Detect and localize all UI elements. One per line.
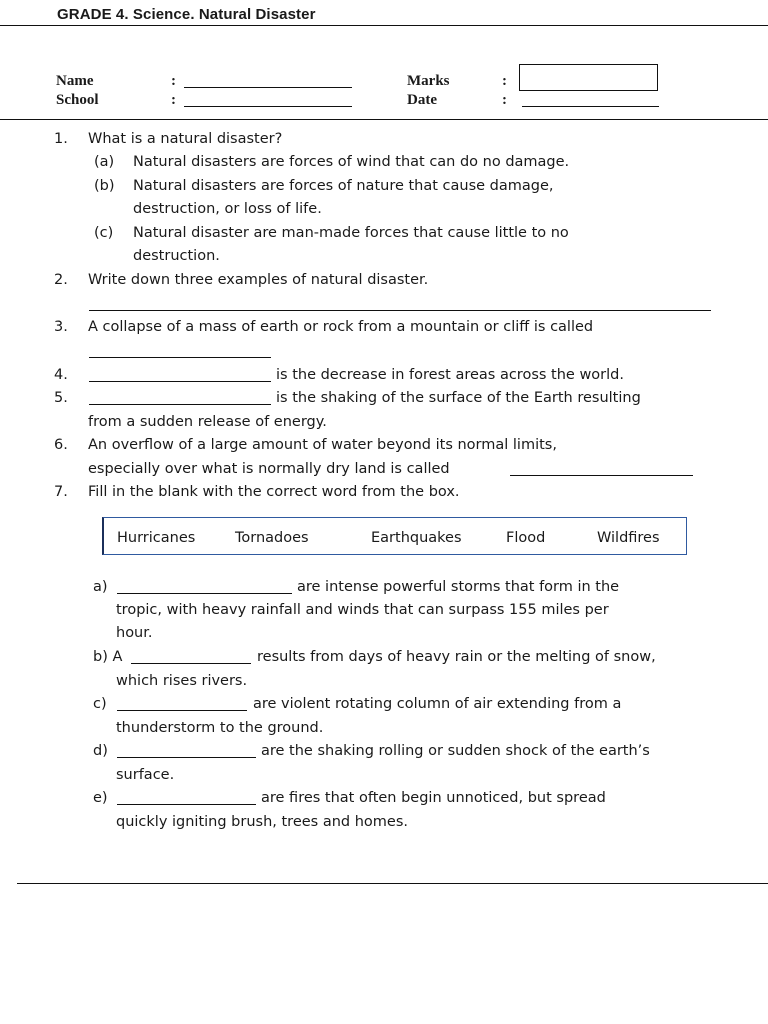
q3-text: A collapse of a mass of earth or rock from a mountain or cliff is called <box>88 319 594 335</box>
q1-option-c-label[interactable]: (c) <box>94 225 114 241</box>
school-field[interactable] <box>184 106 352 107</box>
q1-option-c-text: Natural disaster are man-made forces that cause little to no <box>133 225 569 241</box>
q3-number: 3. <box>54 319 68 335</box>
name-field[interactable] <box>184 87 352 88</box>
sub-d-answer-line[interactable] <box>117 757 256 758</box>
school-colon: : <box>171 92 176 108</box>
q5-answer-line[interactable] <box>89 404 271 405</box>
q3-answer-line[interactable] <box>89 357 271 358</box>
sub-d-text: are the shaking rolling or sudden shock of the earth’s <box>261 743 650 759</box>
q1-number: 1. <box>54 131 68 147</box>
word-flood: Flood <box>506 530 546 546</box>
q1-option-a-label[interactable]: (a) <box>94 154 115 170</box>
q2-answer-line[interactable] <box>89 310 711 311</box>
q5-text-cont: from a sudden release of energy. <box>88 414 327 430</box>
q1-text: What is a natural disaster? <box>88 131 283 147</box>
q1-option-b-text: Natural disasters are forces of nature that cause damage, <box>133 178 554 194</box>
name-label: Name <box>56 73 94 89</box>
name-colon: : <box>171 73 176 89</box>
sub-c-text-cont: thunderstorm to the ground. <box>116 720 324 736</box>
top-divider <box>0 25 768 26</box>
word-box <box>102 517 687 555</box>
date-colon: : <box>502 92 507 108</box>
date-field[interactable] <box>522 106 659 107</box>
q4-answer-line[interactable] <box>89 381 271 382</box>
q2-text: Write down three examples of natural disaster. <box>88 272 429 288</box>
sub-a-text-cont2: hour. <box>116 625 153 641</box>
sub-c-label: c) <box>93 696 107 712</box>
q1-option-b-text-cont: destruction, or loss of life. <box>133 201 322 217</box>
q4-number: 4. <box>54 367 68 383</box>
q7-number: 7. <box>54 484 68 500</box>
q1-option-a-text: Natural disasters are forces of wind that can do no damage. <box>133 154 570 170</box>
footer-divider <box>17 883 768 884</box>
marks-box[interactable] <box>519 64 658 91</box>
sub-b-answer-line[interactable] <box>131 663 251 664</box>
q5-text: is the shaking of the surface of the Earth resulting <box>276 390 641 406</box>
worksheet-title: GRADE 4. Science. Natural Disaster <box>57 6 316 23</box>
sub-b-text: results from days of heavy rain or the melting of snow, <box>257 649 656 665</box>
word-hurricanes: Hurricanes <box>117 530 196 546</box>
word-tornadoes: Tornadoes <box>235 530 309 546</box>
sub-b-text-cont: which rises rivers. <box>116 673 248 689</box>
q6-number: 6. <box>54 437 68 453</box>
sub-a-answer-line[interactable] <box>117 593 292 594</box>
sub-c-answer-line[interactable] <box>117 710 247 711</box>
sub-e-answer-line[interactable] <box>117 804 256 805</box>
q6-text-cont: especially over what is normally dry land is called <box>88 461 450 477</box>
school-label: School <box>56 92 99 108</box>
sub-c-text: are violent rotating column of air extending from a <box>253 696 622 712</box>
q6-text: An overflow of a large amount of water beyond its normal limits, <box>88 437 557 453</box>
sub-e-text: are fires that often begin unnoticed, but spread <box>261 790 606 806</box>
sub-e-label: e) <box>93 790 108 806</box>
word-earthquakes: Earthquakes <box>371 530 462 546</box>
sub-a-text: are intense powerful storms that form in the <box>297 579 620 595</box>
q1-option-b-label[interactable]: (b) <box>94 178 115 194</box>
q5-number: 5. <box>54 390 68 406</box>
sub-b-label: b) A <box>93 649 123 665</box>
q7-text: Fill in the blank with the correct word from the box. <box>88 484 460 500</box>
sub-e-text-cont: quickly igniting brush, trees and homes. <box>116 814 408 830</box>
sub-a-text-cont: tropic, with heavy rainfall and winds that can surpass 155 miles per <box>116 602 609 618</box>
marks-label: Marks <box>407 73 450 89</box>
q2-number: 2. <box>54 272 68 288</box>
marks-colon: : <box>502 73 507 89</box>
date-label: Date <box>407 92 437 108</box>
word-wildfires: Wildfires <box>597 530 660 546</box>
q1-option-c-text-cont: destruction. <box>133 248 220 264</box>
sub-d-label: d) <box>93 743 108 759</box>
q6-answer-line[interactable] <box>510 475 693 476</box>
sub-d-text-cont: surface. <box>116 767 175 783</box>
sub-a-label: a) <box>93 579 108 595</box>
header-divider <box>0 119 768 120</box>
q4-text: is the decrease in forest areas across the world. <box>276 367 624 383</box>
